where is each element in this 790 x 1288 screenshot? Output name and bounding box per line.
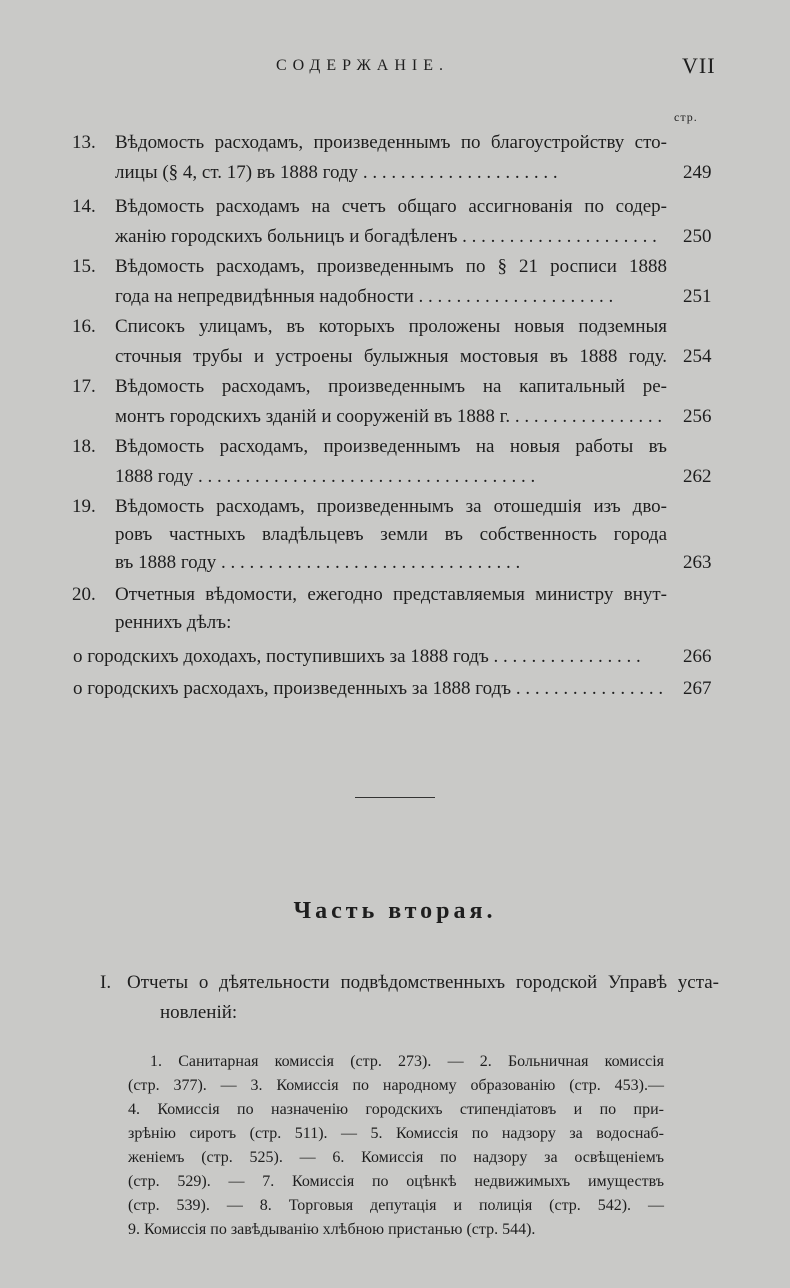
entry-line: 1888 году [115, 466, 194, 487]
section-title-line: Отчеты о дѣятельности подвѣдомственныхъ городской Управѣ уста- [127, 972, 719, 993]
entry-line: о городскихъ расходахъ, произведенныхъ за 1888 годъ [73, 678, 512, 699]
committee-line: (стр. 539). — 8. Торговыя депутація и полиція (стр. 542). — [128, 1197, 664, 1214]
dot-leader: . . . . . . . . . . . . . . . . . . . . . [358, 162, 558, 183]
entry-line: ровъ частныхъ владѣльцевъ земли въ собственность города [115, 524, 667, 545]
entry-line-leader [73, 646, 667, 668]
entry-line: Вѣдомость расходамъ, произведеннымъ по благоустройству сто- [115, 132, 667, 153]
entry-line: Отчетныя вѣдомости, ежегодно представляемыя министру внут- [115, 584, 667, 605]
entry-number: 17. [72, 376, 96, 397]
entry-page: 251 [683, 286, 712, 307]
committee-line: 4. Комиссія по назначенію городскихъ стипендіатовъ и по при- [128, 1101, 664, 1118]
dot-leader: . . . . . . . . . . . . . . . . . . . . . . . . . . . . . . . . [216, 552, 521, 573]
entry-line: года на непредвидѣнныя надобности [115, 286, 414, 307]
running-header [0, 55, 790, 85]
entry-number: 20. [72, 584, 96, 605]
entry-line: Вѣдомость расходамъ, произведеннымъ по § 21 росписи 1888 [115, 256, 667, 277]
committee-line: (стр. 377). — 3. Комиссія по народному образованію (стр. 453).— [128, 1077, 664, 1094]
entry-page: 267 [683, 678, 712, 699]
entry-number: 14. [72, 196, 96, 217]
entry-page: 262 [683, 466, 712, 487]
entry-line: лицы (§ 4, ст. 17) въ 1888 году [115, 162, 359, 183]
entry-line: монтъ городскихъ зданій и сооруженій въ 1888 г. [115, 406, 511, 427]
entry-line: въ 1888 году [115, 552, 217, 573]
section-divider [355, 797, 435, 798]
entry-number: 15. [72, 256, 96, 277]
entry-page: 249 [683, 162, 712, 183]
entry-line: Вѣдомость расходамъ, произведеннымъ на новыя работы въ [115, 436, 667, 457]
entry-line: Вѣдомость расходамъ, произведеннымъ за отошедшія изъ дво- [115, 496, 667, 517]
entry-line-leader [115, 162, 667, 184]
dot-leader: . . . . . . . . . . . . . . . . [488, 646, 641, 667]
entry-line: о городскихъ доходахъ, поступившихъ за 1888 годъ [73, 646, 489, 667]
entry-line-leader [73, 678, 667, 700]
entry-number: 19. [72, 496, 96, 517]
entry-line-leader [115, 466, 667, 488]
entry-line: Вѣдомость расходамъ на счетъ общаго ассигнованія по содер- [115, 196, 667, 217]
committee-line: (стр. 529). — 7. Комиссія по оцѣнкѣ недвижимыхъ имуществъ [128, 1173, 664, 1190]
dot-leader: . . . . . . . . . . . . . . . . . . . . . [413, 286, 614, 307]
entry-page: 266 [683, 646, 712, 667]
committee-line: 1. Санитарная комиссія (стр. 273). — 2. Больничная комиссія [150, 1053, 664, 1070]
entry-line: Вѣдомость расходамъ, произведеннымъ на капитальный ре- [115, 376, 667, 397]
dot-leader: . . . . . . . . . . . . . . . . . . . . . [457, 226, 657, 247]
dot-leader: . . . . . . . . . . . . . . . . [510, 406, 663, 427]
committee-line: зрѣнію сиротъ (стр. 511). — 5. Комиссія по надзору за водоснаб- [128, 1125, 664, 1142]
entry-line: Списокъ улицамъ, въ которыхъ проложены новыя подземныя [115, 316, 667, 337]
entry-line-leader [115, 286, 667, 308]
committee-list [128, 1050, 664, 1242]
entry-line: жанію городскихъ больницъ и богадѣленъ [115, 226, 458, 247]
entry-number: 18. [72, 436, 96, 457]
dot-leader: . . . . . . . . . . . . . . . . [511, 678, 664, 699]
section-title-line: новленій: [160, 1002, 238, 1023]
part-two-title: Часть вторая. [293, 898, 497, 924]
entry-line: сточныя трубы и устроены булыжныя мостовыя въ 1888 году. [115, 346, 667, 367]
committee-line: женіемъ (стр. 525). — 6. Комиссія по надзору за освѣщеніемъ [128, 1149, 664, 1166]
entry-line-leader [115, 226, 667, 248]
entry-page: 254 [683, 346, 712, 367]
entry-number: 16. [72, 316, 96, 337]
page-column-label: стр. [674, 110, 698, 124]
entry-page: 250 [683, 226, 712, 247]
page-number: VII [682, 53, 716, 78]
dot-leader: . . . . . . . . . . . . . . . . . . . . . . . . . . . . . . . . . . . . [193, 466, 536, 487]
entry-line-leader [115, 406, 667, 428]
entry-line: реннихъ дѣлъ: [115, 612, 232, 633]
committee-line: 9. Комиссія по завѣдыванію хлѣбною пристанью (стр. 544). [128, 1221, 536, 1238]
section-number: I. [100, 972, 112, 993]
entry-page: 263 [683, 552, 712, 573]
running-title: СОДЕРЖАНІЕ. [276, 57, 449, 74]
entry-line-leader [115, 552, 667, 574]
entry-number: 13. [72, 132, 96, 153]
entry-page: 256 [683, 406, 712, 427]
